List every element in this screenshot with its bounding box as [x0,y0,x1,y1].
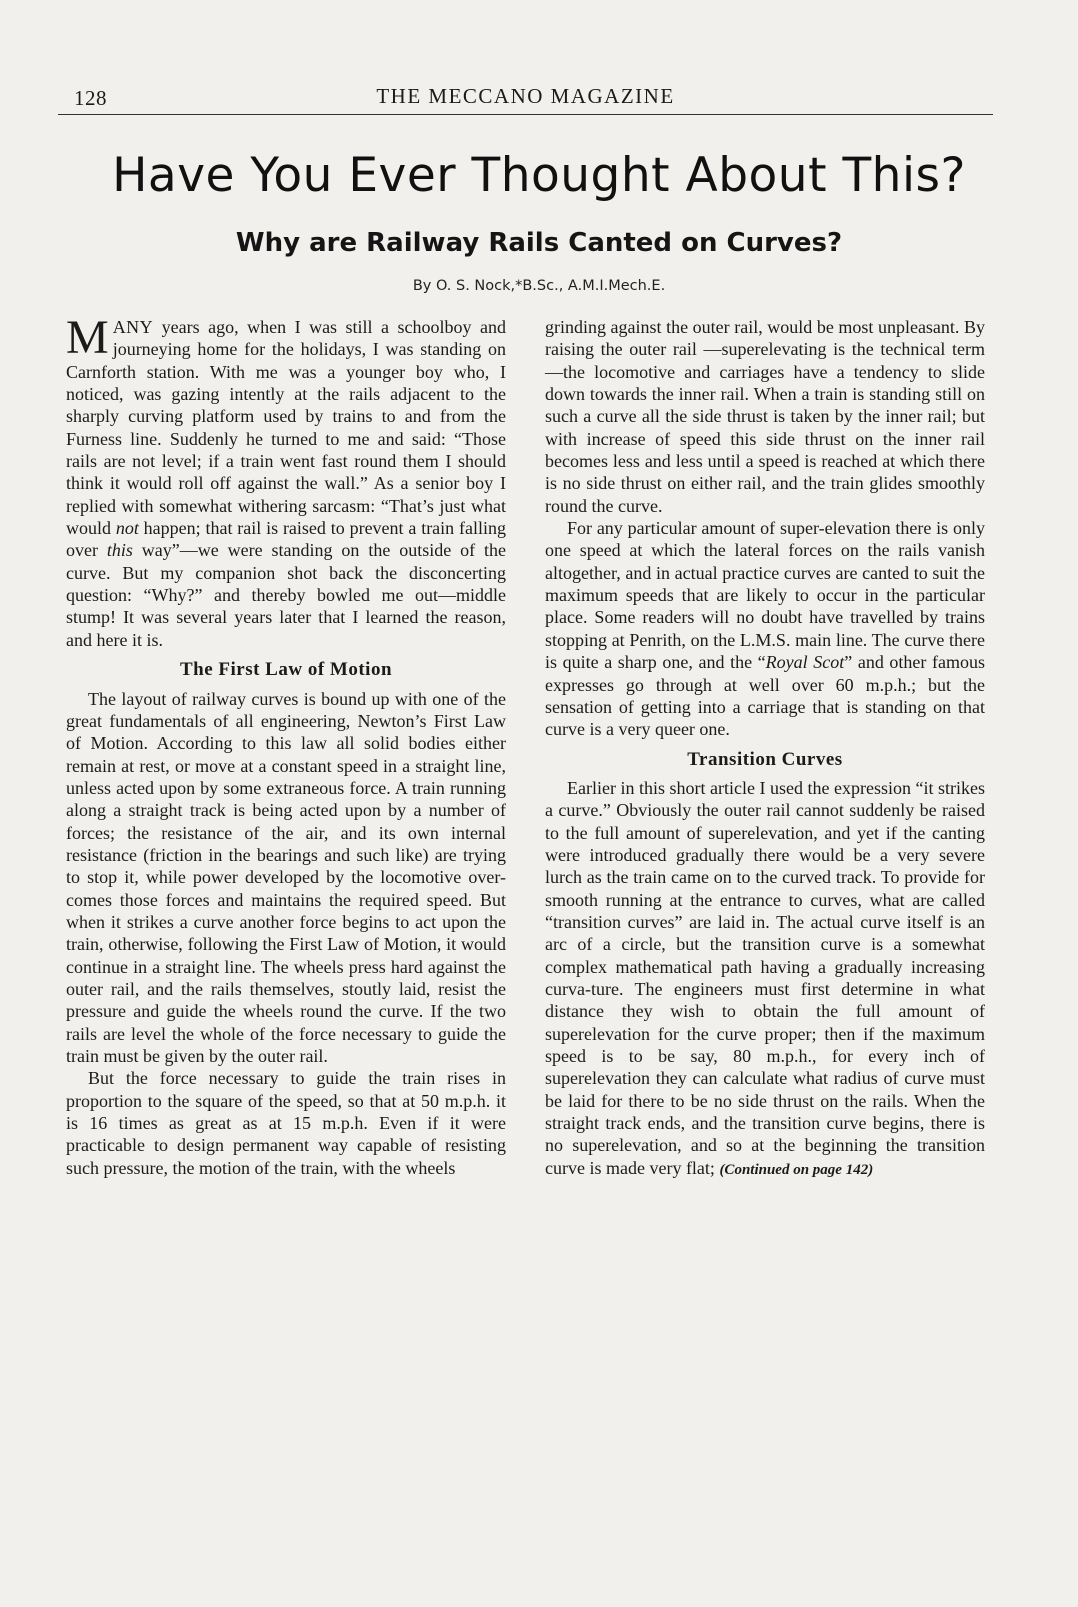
intro-emphasis-this: this [106,540,133,561]
magazine-name: THE MECCANO MAGAZINE [376,84,675,108]
article-subtitle: Why are Railway Rails Canted on Curves? [235,228,843,258]
running-head [58,80,993,115]
section-heading-first-law: The First Law of Motion [179,659,393,681]
paragraph-superelevation: grinding against the outer rail, would be most unpleasant. By raising the outer rail —superelevating is the technical term—the locomotive and carriages have a tendency to slide down towards the inner rail. When a train is standing still on such a curve all the side thrust is taken by the inner rail; but with increase of speed this side thrust on the inner rail becomes less and less until a speed is reached at which there is no side thrust on either rail, and the train glides smoothly round the curve. [545,317,985,516]
transition-text: Earlier in this short article I used the expression “it strikes a curve.” Obviously the outer rail cannot suddenly be raised to the full amount of superelevation, and yet if the canting were introduced gradually there would be a very severe lurch as the train came on to the curved track. To provide for smooth running at the entrance to curves, what are called “transition curves” are laid in. The actual curve itself is an arc of a circle, but the transition curve is a somewhat complex mathematical path having a gradually increasing curva-ture. The engineers must first determine in what distance they wish to obtain the full amount of superelevation for the curve proper; then if the maximum speed is to be say, 80 m.p.h., for every inch of superelevation they can calculate what radius of curve must be laid for there to be no side thrust on the rails. When the straight track ends, and the transition curve begins, there is no superelevation, and so at the beginning the transition curve is made very flat; [545,777,985,1178]
intro-paragraph [66,311,507,651]
royal-scot-emphasis: Royal Scot [765,652,845,673]
intro-smallcaps: ANY [112,317,154,337]
intro-text-2: happen; that rail is raised to prevent a train falling over [66,518,506,561]
paragraph-penrith [545,517,985,740]
penrith-text: For any particular amount of super-elevation there is only one speed at which the lateral forces on the rails vanish altogether, and in actual practice curves are canted to suit the maximum speeds that are likely to occur in the particular place. Some readers will no doubt have travelled by trains stopping at Penrith, on the L.M.S. main line. The curve there is quite a sharp one, and the “ [545,518,985,673]
section-heading-transition: Transition Curves [687,748,843,770]
column-left [66,311,507,1179]
intro-text-3: way”—we were standing on the outside of the curve. But my companion shot back the disconcerting question: “Why?” and thereby bowled me out—middle stump! It was several years later that I learned the reason, and here it is. [66,540,507,650]
paragraph-force: But the force necessary to guide the train rises in proportion to the square of the speed, so that at 50 m.p.h. it is 16 times as great as at 15 m.p.h. Even if it were practicable to design permanent way capable of resisting such pressure, the motion of the train, with the wheels [66,1068,506,1178]
intro-text: years ago, when I was still a schoolboy and journeying home for the holidays, I was standing on Carnforth station. With me was a younger boy who, I noticed, was gazing intently at the rails adjacent to the sharply curving platform used by trains to and from the Furness line. Suddenly he turned to me and said: “Those rails are not level; if a train went fast round them I should think it would roll off against the wall.” As a senior boy I replied with somewhat withering sarcasm: “That’s just what would [66,317,506,539]
paragraph-transition [545,777,985,1181]
drop-cap: M [66,311,109,364]
page-number: 128 [74,86,107,110]
penrith-text-2: ” and other famous expresses go through at well over 60 m.p.h.; but the sensation of getting into a carriage that is standing on that curve is a very queer one. [545,652,985,740]
column-right [545,316,985,1181]
paragraph-first-law: The layout of railway curves is bound up with one of the great fundamentals of all engineering, Newton’s First Law of Motion. According to this law all solid bodies either remain at rest, or move at a constant speed in a straight line, unless acted upon by some extraneous force. A train running along a straight track is being acted upon by a number of forces; the resistance of the air, and its own internal resistance (friction in the bearings and such like) are trying to stop it, while power developed by the locomotive over-comes those forces and maintains the required speed. But when it strikes a curve another force begins to act upon the train, otherwise, following the First Law of Motion, it would continue in a straight line. The wheels press hard against the outer rail, and the rails themselves, stoutly laid, resist the pressure and guide the wheels round the curve. If the two rails are level the whole of the force necessary to guide the train must be given by the outer rail. [66,688,506,1066]
continued-note: (Continued on page 142) [719,1161,874,1178]
byline: By O. S. Nock,*B.Sc., A.M.I.Mech.E. [412,278,666,294]
intro-emphasis-not: not [115,518,139,539]
article-title: Have You Ever Thought About This? [112,148,966,203]
